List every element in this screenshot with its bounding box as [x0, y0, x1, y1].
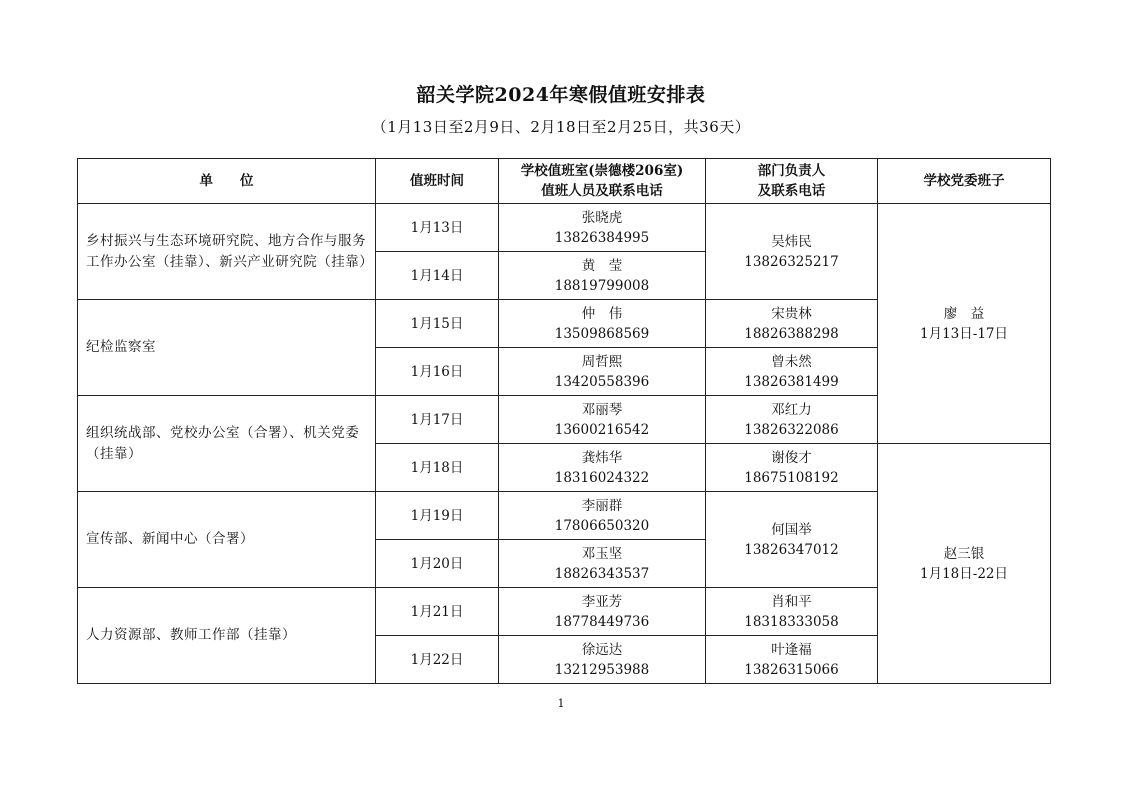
duty-staff — [499, 540, 706, 588]
dept-head — [706, 348, 878, 396]
dept-head — [706, 300, 878, 348]
header-party-leader: 学校党委班子 — [878, 159, 1051, 204]
duty-staff-phone: 13826384995 — [554, 229, 650, 246]
unit-cell: 宣传部、新闻中心（合署） — [78, 492, 376, 588]
duty-staff-name: 李丽群 — [581, 497, 623, 514]
duty-date: 1月15日 — [376, 300, 499, 348]
unit-cell: 纪检监察室 — [78, 300, 376, 396]
duty-date: 1月22日 — [376, 636, 499, 684]
party-leader-period: 1月13日-17日 — [919, 325, 1008, 342]
duty-staff-name: 徐远达 — [581, 641, 623, 658]
duty-staff-phone: 18778449736 — [554, 613, 650, 630]
duty-staff — [499, 588, 706, 636]
duty-staff-name: 邓丽琴 — [581, 401, 623, 418]
table-header-row — [78, 159, 1051, 204]
header-dept-head-line2: 及联系电话 — [757, 183, 826, 199]
header-duty-staff — [499, 159, 706, 204]
dept-head-name: 叶逢福 — [771, 641, 812, 658]
duty-date: 1月19日 — [376, 492, 499, 540]
dept-head-name: 邓红力 — [771, 401, 812, 418]
dept-head-name: 宋贵林 — [771, 305, 812, 322]
duty-staff-phone: 18826343537 — [554, 565, 650, 582]
dept-head — [706, 588, 878, 636]
dept-head-phone: 13826347012 — [744, 541, 839, 558]
duty-staff-name: 黄 莹 — [581, 257, 623, 274]
duty-staff-phone: 13600216542 — [554, 421, 650, 438]
header-duty-time: 值班时间 — [376, 159, 499, 204]
unit-cell: 人力资源部、教师工作部（挂靠） — [78, 588, 376, 684]
dept-head-phone: 18318333058 — [744, 613, 839, 630]
duty-date: 1月18日 — [376, 444, 499, 492]
duty-staff-phone: 13212953988 — [554, 661, 650, 678]
duty-staff — [499, 396, 706, 444]
dept-head-phone: 13826381499 — [744, 373, 839, 390]
duty-staff-phone: 17806650320 — [554, 517, 650, 534]
party-leader-name: 赵三银 — [943, 545, 985, 562]
party-leader — [878, 204, 1051, 444]
duty-staff-phone: 18316024322 — [554, 469, 650, 486]
duty-date: 1月13日 — [376, 204, 499, 252]
party-leader-period: 1月18日-22日 — [919, 565, 1008, 582]
document-subtitle: （1月13日至2月9日、2月18日至2月25日，共36天） — [371, 118, 751, 136]
duty-date: 1月21日 — [376, 588, 499, 636]
dept-head — [706, 444, 878, 492]
duty-staff — [499, 492, 706, 540]
duty-staff — [499, 636, 706, 684]
dept-head-phone: 18826388298 — [744, 325, 839, 342]
duty-staff-name: 张晓虎 — [581, 209, 623, 226]
duty-staff-name: 邓玉坚 — [581, 545, 623, 562]
unit-cell: 乡村振兴与生态环境研究院、地方合作与服务工作办公室（挂靠）、新兴产业研究院（挂靠） — [78, 204, 376, 300]
header-dept-head — [706, 159, 878, 204]
document-title: 韶关学院2024年寒假值班安排表 — [416, 84, 706, 106]
dept-head-name: 曾未然 — [771, 353, 812, 370]
dept-head-name: 谢俊才 — [771, 449, 812, 466]
header-duty-staff-line1: 学校值班室(崇德楼206室) — [520, 163, 684, 179]
dept-head-phone: 13826325217 — [744, 253, 839, 270]
duty-staff-phone: 13509868569 — [554, 325, 650, 342]
duty-staff — [499, 204, 706, 252]
duty-staff-name: 周哲熙 — [581, 353, 623, 370]
dept-head-phone: 13826322086 — [744, 421, 839, 438]
duty-date: 1月17日 — [376, 396, 499, 444]
dept-head-name: 何国举 — [771, 521, 812, 538]
dept-head — [706, 636, 878, 684]
dept-head — [706, 396, 878, 444]
duty-staff — [499, 348, 706, 396]
duty-staff — [499, 444, 706, 492]
page-number: 1 — [557, 697, 565, 710]
unit-cell: 组织统战部、党校办公室（合署）、机关党委（挂靠） — [78, 396, 376, 492]
header-duty-staff-line2: 值班人员及联系电话 — [541, 183, 663, 199]
duty-staff-name: 李亚芳 — [581, 593, 623, 610]
duty-schedule-table — [77, 158, 1051, 684]
header-dept-head-line1: 部门负责人 — [757, 163, 826, 179]
dept-head — [706, 492, 878, 588]
duty-date: 1月20日 — [376, 540, 499, 588]
dept-head — [706, 204, 878, 300]
duty-staff — [499, 300, 706, 348]
dept-head-phone: 18675108192 — [744, 469, 839, 486]
duty-date: 1月14日 — [376, 252, 499, 300]
duty-staff-phone: 18819799008 — [554, 277, 650, 294]
duty-staff-phone: 13420558396 — [554, 373, 650, 390]
header-unit: 单 位 — [78, 159, 376, 204]
party-leader — [878, 444, 1051, 684]
duty-staff-name: 仲 伟 — [581, 305, 623, 322]
dept-head-name: 吴炜民 — [771, 233, 812, 250]
duty-staff-name: 龚炜华 — [581, 449, 623, 466]
duty-date: 1月16日 — [376, 348, 499, 396]
dept-head-phone: 13826315066 — [744, 661, 839, 678]
dept-head-name: 肖和平 — [771, 593, 812, 610]
party-leader-name: 廖 益 — [943, 305, 985, 322]
table-row — [78, 204, 1051, 252]
duty-staff — [499, 252, 706, 300]
